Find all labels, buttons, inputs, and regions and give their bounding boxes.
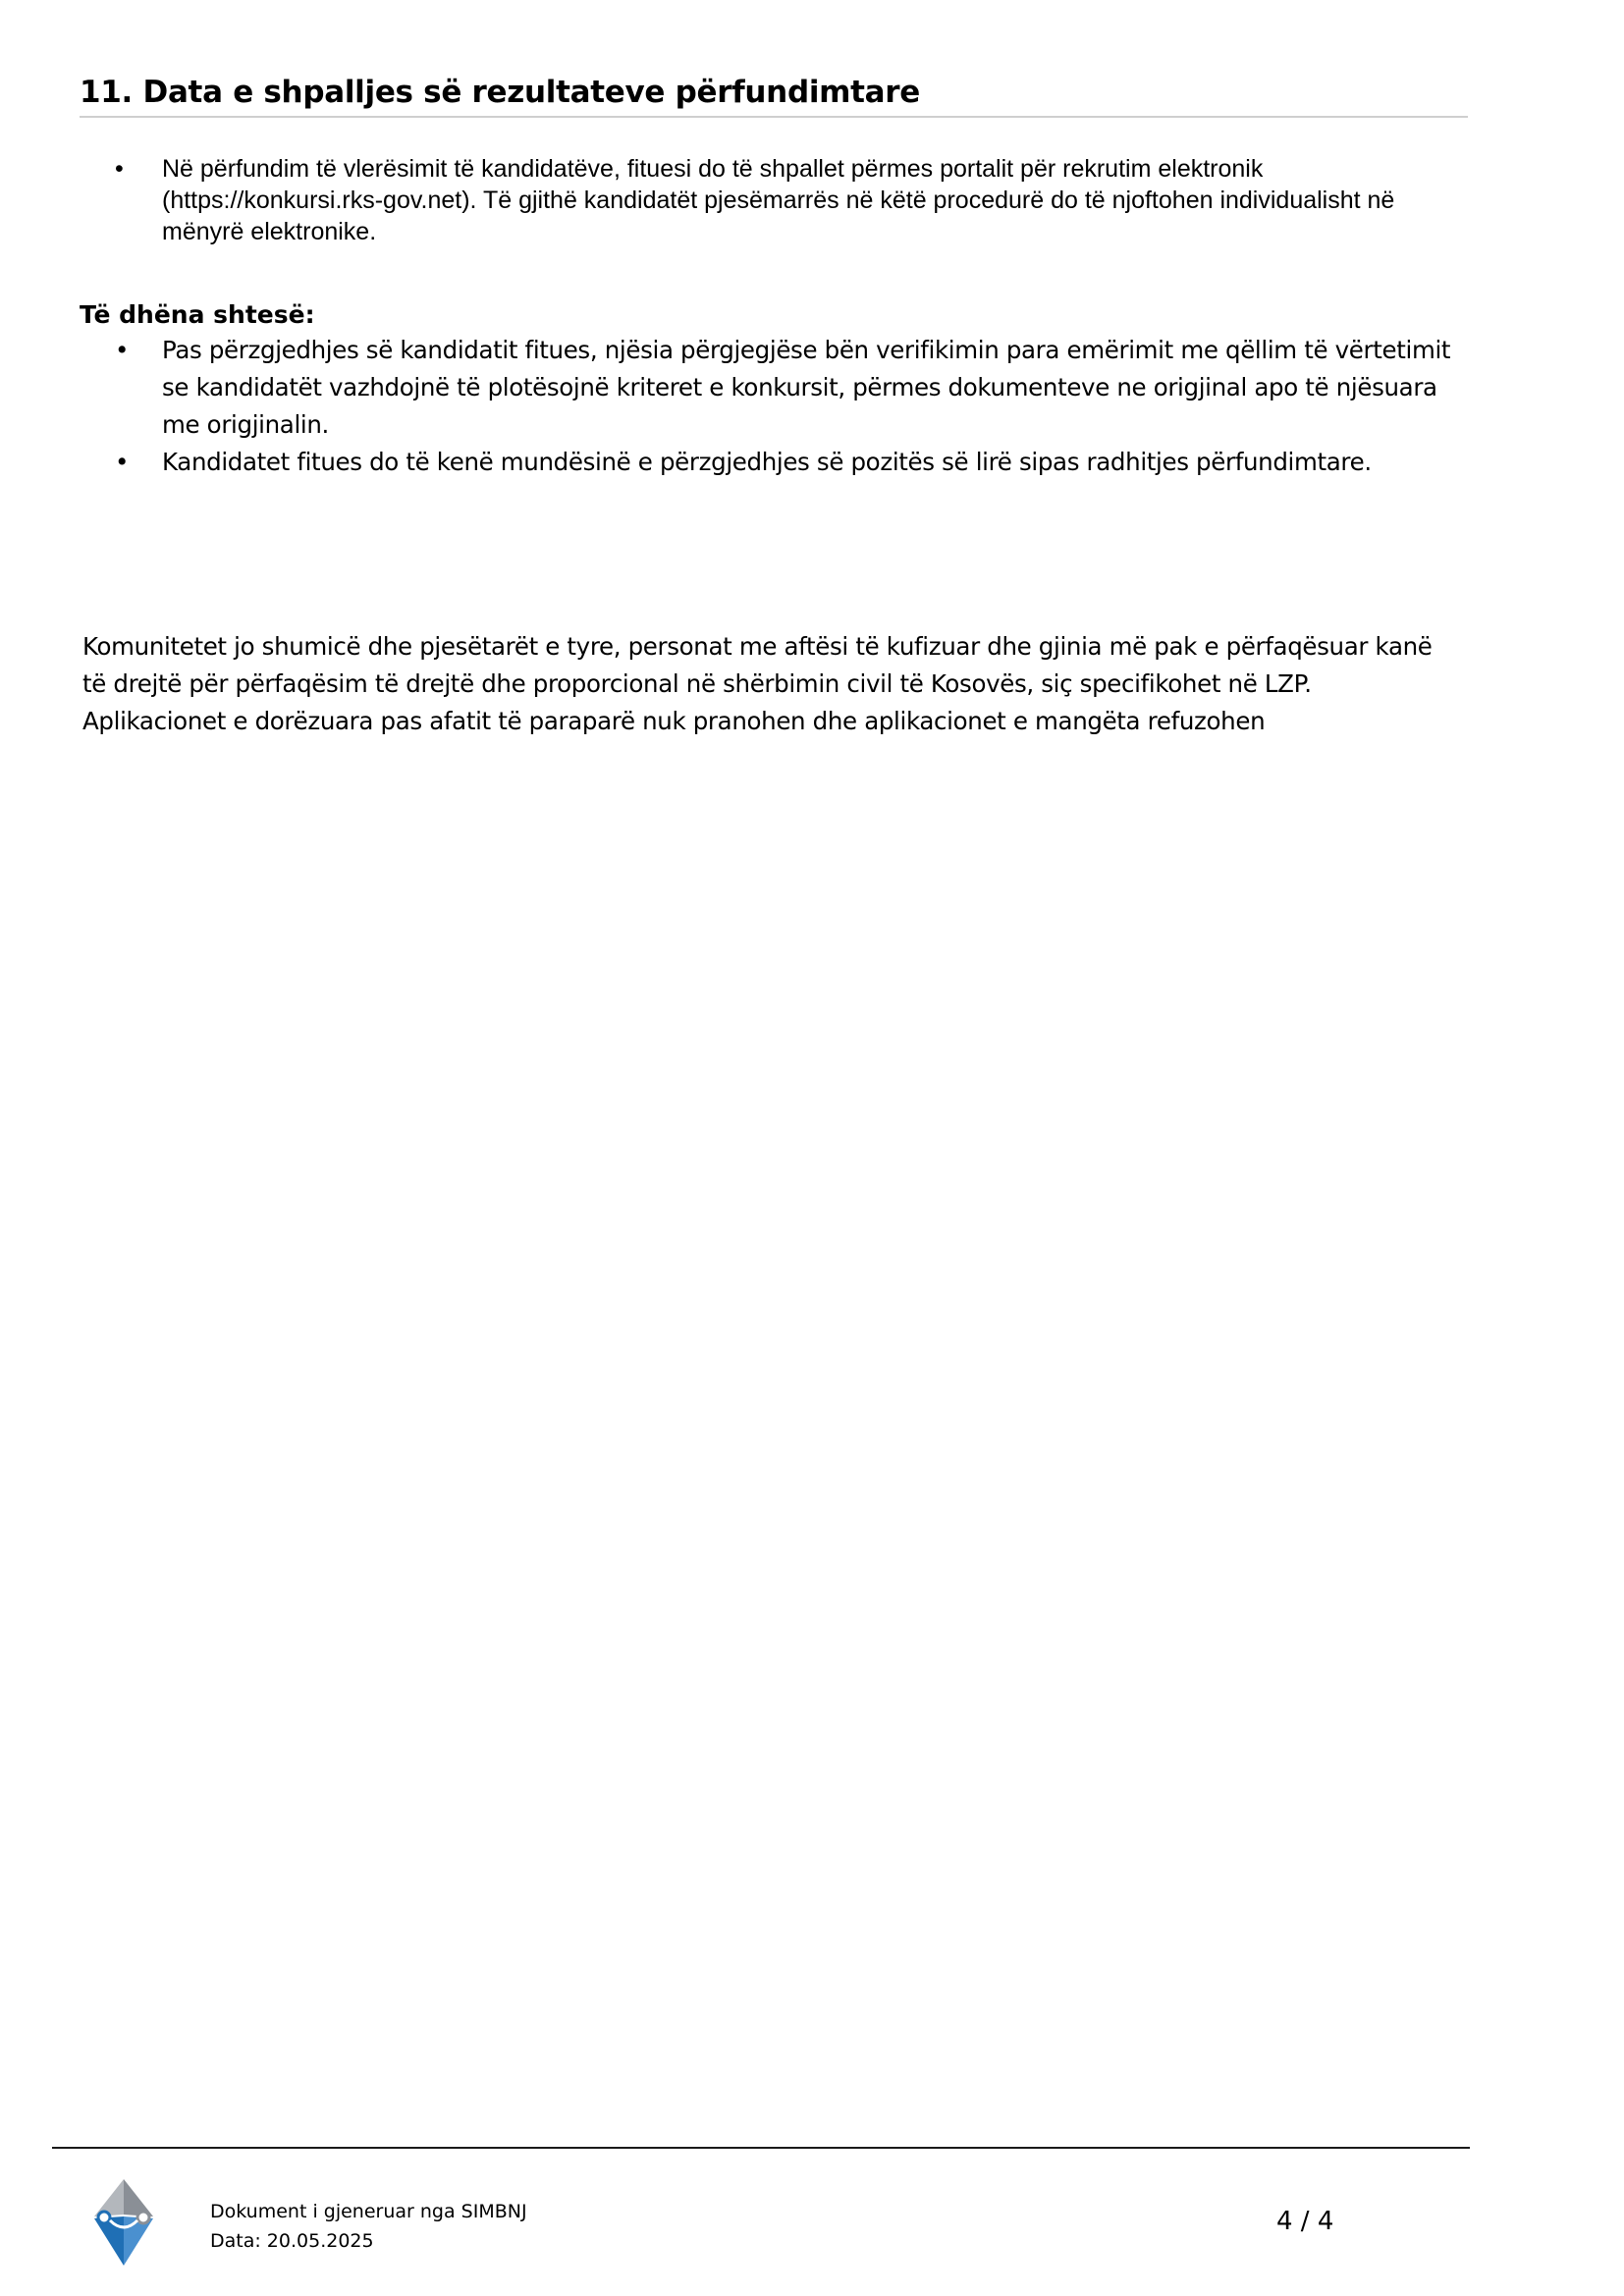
note-line: Komunitetet jo shumicë dhe pjesëtarët e tyre, personat me aftësi të kufizuar dhe gjinia më pak e përfaqësuar kanë (82, 632, 1433, 661)
bullet-icon: • (115, 155, 124, 183)
footer-date: Data: 20.05.2025 (210, 2230, 374, 2252)
list-item (80, 444, 1474, 481)
list-item-text: Në përfundim të vlerësimit të kandidatëve, fituesi do të shpallet përmes portalit për rekrutim elektronik (https://konkursi.rks-gov.net). Të gjithë kandidatët pjesëmarrës në këtë procedurë do të njoftohen individualisht në mënyrë elektronike. (162, 155, 1395, 245)
note-line: të drejtë për përfaqësim të drejtë dhe proporcional në shërbimin civil të Kosovës, siç specifikohet në LZP. (82, 669, 1312, 698)
additional-info-heading: Të dhëna shtesë: (80, 300, 315, 329)
simbnj-logo-icon (82, 2177, 165, 2268)
representation-note (82, 628, 1496, 740)
additional-info-list (80, 332, 1474, 481)
results-bullet-list (80, 153, 1474, 247)
footer-generated-by: Dokument i gjeneruar nga SIMBNJ (210, 2201, 527, 2222)
page-number: 4 / 4 (1276, 2207, 1334, 2236)
bullet-icon: • (115, 448, 130, 476)
footer-info (210, 2197, 527, 2256)
list-item (80, 332, 1474, 444)
section-heading: 11. Data e shpalljes së rezultateve përfundimtare (80, 71, 1468, 118)
note-line: Aplikacionet e dorëzuara pas afatit të paraparë nuk pranohen dhe aplikacionet e mangëta refuzohen (82, 707, 1266, 735)
footer-divider (52, 2147, 1470, 2149)
list-item (80, 153, 1474, 247)
list-item-text: Pas përzgjedhjes së kandidatit fitues, njësia përgjegjëse bën verifikimin para emërimit me qëllim të vërtetimit se kandidatët vazhdojnë të plotësojnë kriteret e konkursit, përmes dokumenteve ne origjinal apo të njësuara me origjinalin. (162, 336, 1451, 439)
list-item-text: Kandidatet fitues do të kenë mundësinë e përzgjedhjes së pozitës së lirë sipas radhitjes përfundimtare. (162, 448, 1372, 476)
bullet-icon: • (115, 336, 130, 364)
